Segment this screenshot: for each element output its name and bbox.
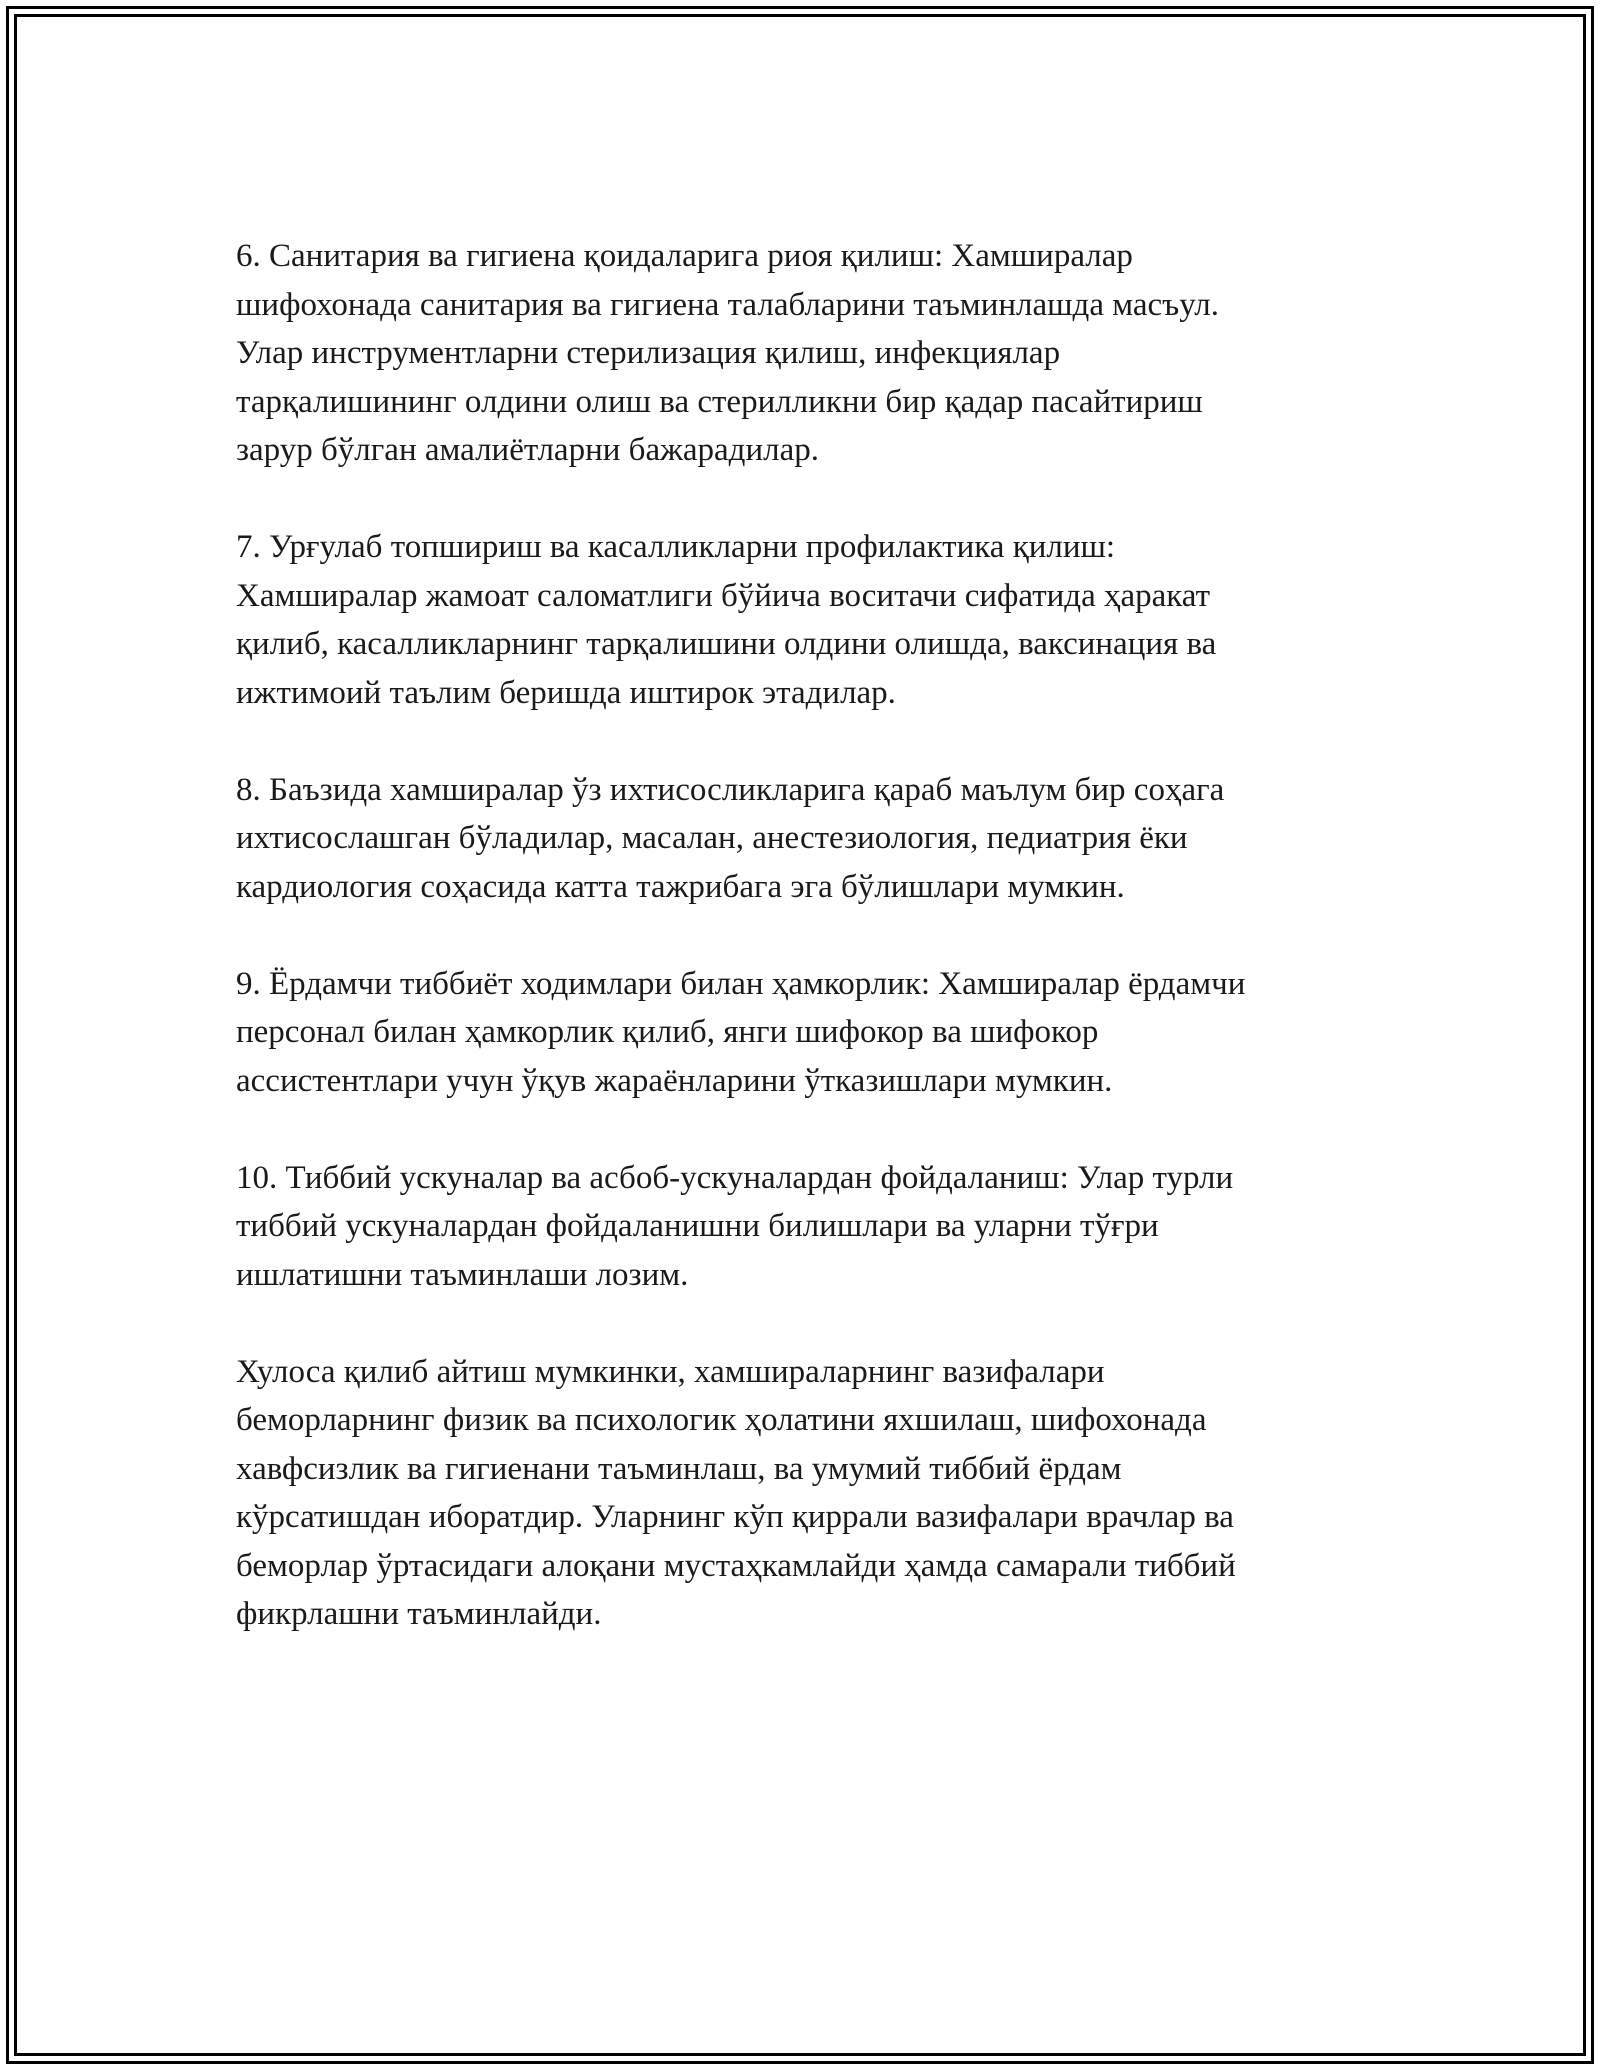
text-line: ишлатишни таъминлаши лозим.	[236, 1256, 689, 1293]
paragraph-7-prevention	[236, 523, 1376, 717]
paragraph-conclusion	[236, 1348, 1376, 1639]
text-line: 10. Тиббий ускуналар ва асбоб-ускуналардан фойдаланиш: Улар турли	[236, 1159, 1234, 1196]
text-line: 9. Ёрдамчи тиббиёт ходимлари билан ҳамкорлик: Хамширалар ёрдамчи	[236, 965, 1246, 1002]
text-line: кардиология соҳасида катта тажрибага эга бўлишлари мумкин.	[236, 868, 1125, 905]
text-line: ижтимоий таълим беришда иштирок этадилар.	[236, 674, 896, 711]
text-line: Хулоса қилиб айтиш мумкинки, хамшираларнинг вазифалари	[236, 1353, 1105, 1390]
text-line: зарур бўлган амалиётларни бажарадилар.	[236, 432, 819, 468]
paragraph-10-equipment	[236, 1154, 1376, 1300]
document-body	[236, 232, 1376, 1687]
text-line: беморлар ўртасидаги алоқани мустаҳкамлайди ҳамда самарали тиббий	[236, 1547, 1236, 1584]
text-line: фикрлашни таъминлайди.	[236, 1596, 602, 1632]
text-line: беморларнинг физик ва психологик ҳолатини яхшилаш, шифохонада	[236, 1402, 1207, 1438]
paragraph-6-sanitation	[236, 232, 1376, 475]
text-line: 7. Урғулаб топшириш ва касалликларни профилактика қилиш:	[236, 529, 1116, 565]
text-line: Хамширалар жамоат саломатлиги бўйича воситачи сифатида ҳаракат	[236, 577, 1211, 614]
text-line: тиббий ускуналардан фойдаланишни билишлари ва уларни тўғри	[236, 1208, 1159, 1244]
paragraph-8-specialization	[236, 766, 1376, 912]
text-line: 6. Санитария ва гигиена қоидаларига риоя қилиш: Хамширалар	[236, 238, 1133, 274]
paragraph-9-collaboration	[236, 960, 1376, 1106]
text-line: хавфсизлик ва гигиенани таъминлаш, ва умумий тиббий ёрдам	[236, 1450, 1122, 1487]
text-line: ихтисослашган бўладилар, масалан, анестезиология, педиатрия ёки	[236, 820, 1188, 856]
text-line: шифохонада санитария ва гигиена талабларини таъминлашда масъул.	[236, 286, 1220, 323]
text-line: кўрсатишдан иборатдир. Уларнинг кўп қиррали вазифалари врачлар ва	[236, 1499, 1234, 1535]
text-line: персонал билан ҳамкорлик қилиб, янги шифокор ва шифокор	[236, 1014, 1099, 1050]
text-line: қилиб, касалликларнинг тарқалишини олдини олишда, ваксинация ва	[236, 626, 1217, 662]
text-line: Улар инструментларни стерилизация қилиш, инфекциялар	[236, 335, 1061, 371]
text-line: тарқалишининг олдини олиш ва стерилликни бир қадар пасайтириш	[236, 383, 1203, 420]
text-line: ассистентлари учун ўқув жараёнларини ўтказишлари мумкин.	[236, 1062, 1113, 1099]
text-line: 8. Баъзида хамширалар ўз ихтисосликларига қараб маълум бир соҳага	[236, 771, 1225, 808]
